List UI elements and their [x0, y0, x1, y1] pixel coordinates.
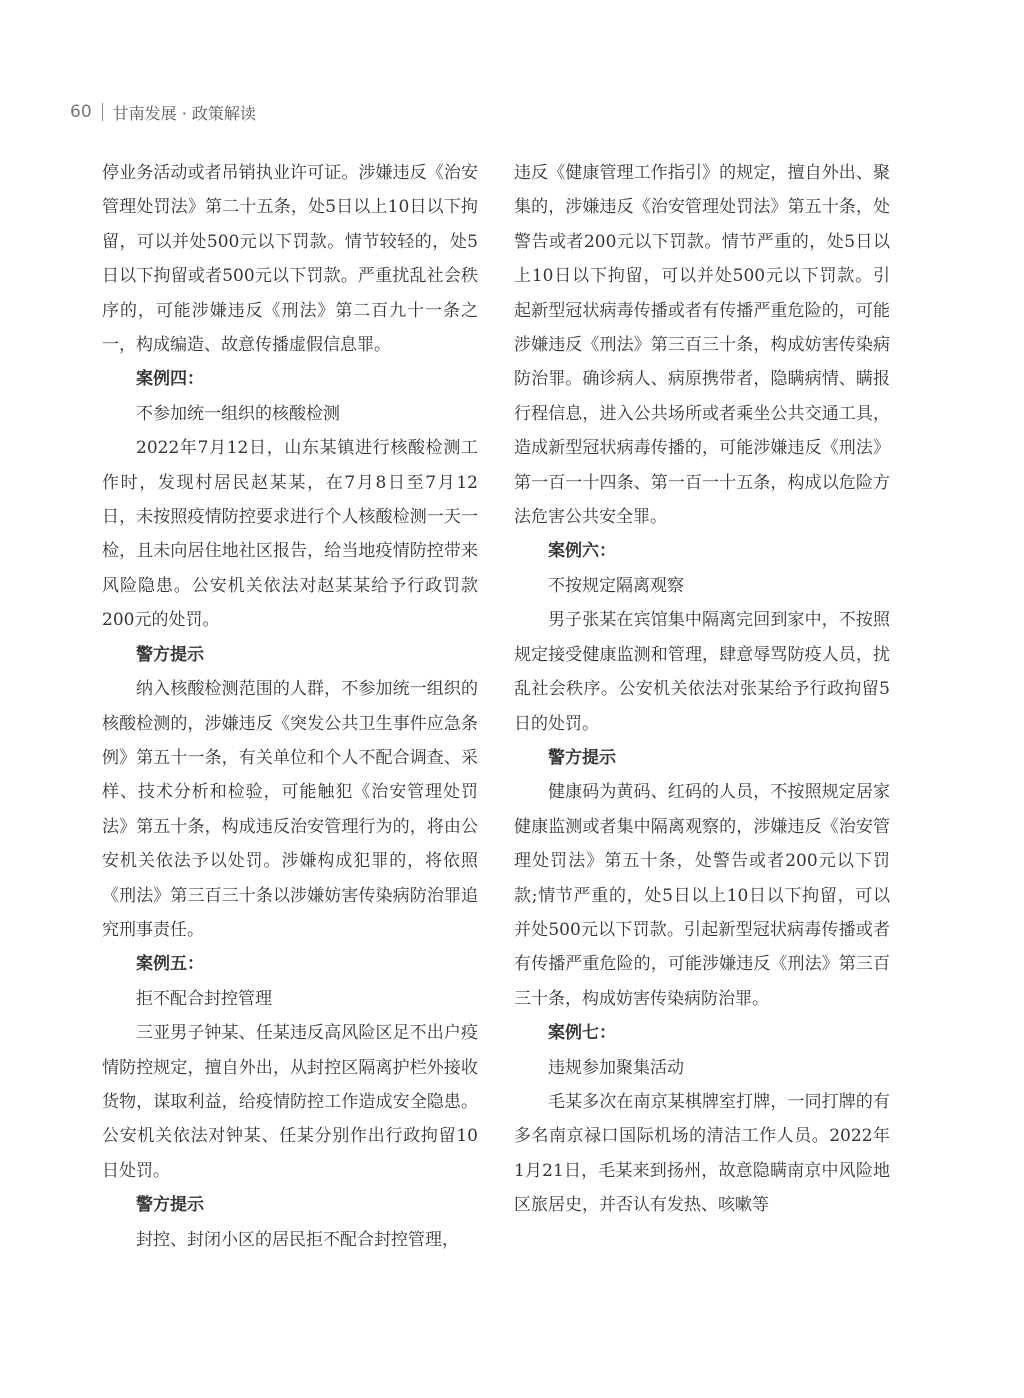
police-tip-label: 警方提示	[136, 1195, 204, 1216]
page-header	[70, 100, 256, 124]
paragraph: 男子张某在宾馆集中隔离完回到家中，不按照规定接受健康监测和管理，肆意辱骂防疫人员，扰乱社会秩序。公安机关依法对张某给予行政拘留5日的处罚。	[514, 610, 890, 734]
paragraph: 健康码为黄码、红码的人员，不按照规定居家健康监测或者集中隔离观察的，涉嫌违反《治安管理处罚法》第五十条，处警告或者200元以下罚款;情节严重的，处5日以上10日以下拘留，可以并处500元以下罚款。引起新型冠状病毒传播或者有传播严重危险的，可能涉嫌违反《刑法》第三百三十条，构成妨害传染病防治罪。	[514, 782, 890, 1009]
left-column	[102, 156, 478, 1257]
paragraph: 违反《健康管理工作指引》的规定，擅自外出、聚集的，涉嫌违反《治安管理处罚法》第五十条，处警告或者200元以下罚款。情节严重的，处5日以上10日以下拘留，可以并处500元以下罚款。引起新型冠状病毒传播或者有传播严重危险的，可能涉嫌违反《刑法》第三百三十条，构成妨害传染病防治罪。确诊病人、病原携带者，隐瞒病情、瞒报行程信息，进入公共场所或者乘坐公共交通工具，造成新型冠状病毒传播的，可能涉嫌违反《刑法》第一百一十四条、第一百一十五条，构成以危险方法危害公共安全罪。	[514, 163, 890, 528]
case-label: 案例七：	[548, 1023, 616, 1044]
paragraph: 封控、封闭小区的居民拒不配合封控管理，	[136, 1229, 459, 1250]
paragraph: 停业务活动或者吊销执业许可证。涉嫌违反《治安管理处罚法》第二十五条，处5日以上10日以下拘留，可以并处500元以下罚款。情节较轻的，处5日以下拘留或者500元以下罚款。严重扰乱社会秩序的，可能涉嫌违反《刑法》第二百九十一条之一，构成编造、故意传播虚假信息罪。	[102, 163, 478, 356]
case-title: 违规参加聚集活动	[548, 1057, 684, 1078]
paragraph: 2022年7月12日，山东某镇进行核酸检测工作时，发现村居民赵某某，在7月8日至7月12日，未按照疫情防控要求进行个人核酸检测一天一检，且未向居住地社区报告，给当地疫情防控带来风险隐患。公安机关依法对赵某某给予行政罚款200元的处罚。	[102, 438, 478, 631]
right-column	[514, 156, 890, 1223]
paragraph: 三亚男子钟某、任某违反高风险区足不出户疫情防控规定，擅自外出，从封控区隔离护栏外接收货物，谋取利益，给疫情防控工作造成安全隐患。公安机关依法对钟某、任某分别作出行政拘留10日处罚。	[102, 1023, 478, 1181]
paragraph: 毛某多次在南京某棋牌室打牌，一同打牌的有多名南京禄口国际机场的清洁工作人员。2022年1月21日，毛某来到扬州，故意隐瞒南京中风险地区旅居史，并否认有发热、咳嗽等	[514, 1091, 890, 1216]
police-tip-label: 警方提示	[548, 747, 616, 768]
case-label: 案例四：	[136, 369, 204, 390]
case-title: 不参加统一组织的核酸检测	[136, 403, 340, 424]
case-title: 不按规定隔离观察	[548, 575, 684, 596]
paragraph: 纳入核酸检测范围的人群，不参加统一组织的核酸检测的，涉嫌违反《突发公共卫生事件应急条例》第五十一条，有关单位和个人不配合调查、采样、技术分析和检验，可能触犯《治安管理处罚法》第五十条，构成违反治安管理行为的，将由公安机关依法予以处罚。涉嫌构成犯罪的，将依照《刑法》第三百三十条以涉嫌妨害传染病防治罪追究刑事责任。	[102, 679, 478, 940]
case-label: 案例五：	[136, 954, 204, 975]
police-tip-label: 警方提示	[136, 644, 204, 665]
header-divider	[102, 103, 103, 121]
case-label: 案例六：	[548, 541, 616, 562]
page-number: 60	[70, 102, 92, 122]
case-title: 拒不配合封控管理	[136, 988, 272, 1009]
magazine-section-title: 甘南发展 · 政策解读	[112, 103, 256, 123]
